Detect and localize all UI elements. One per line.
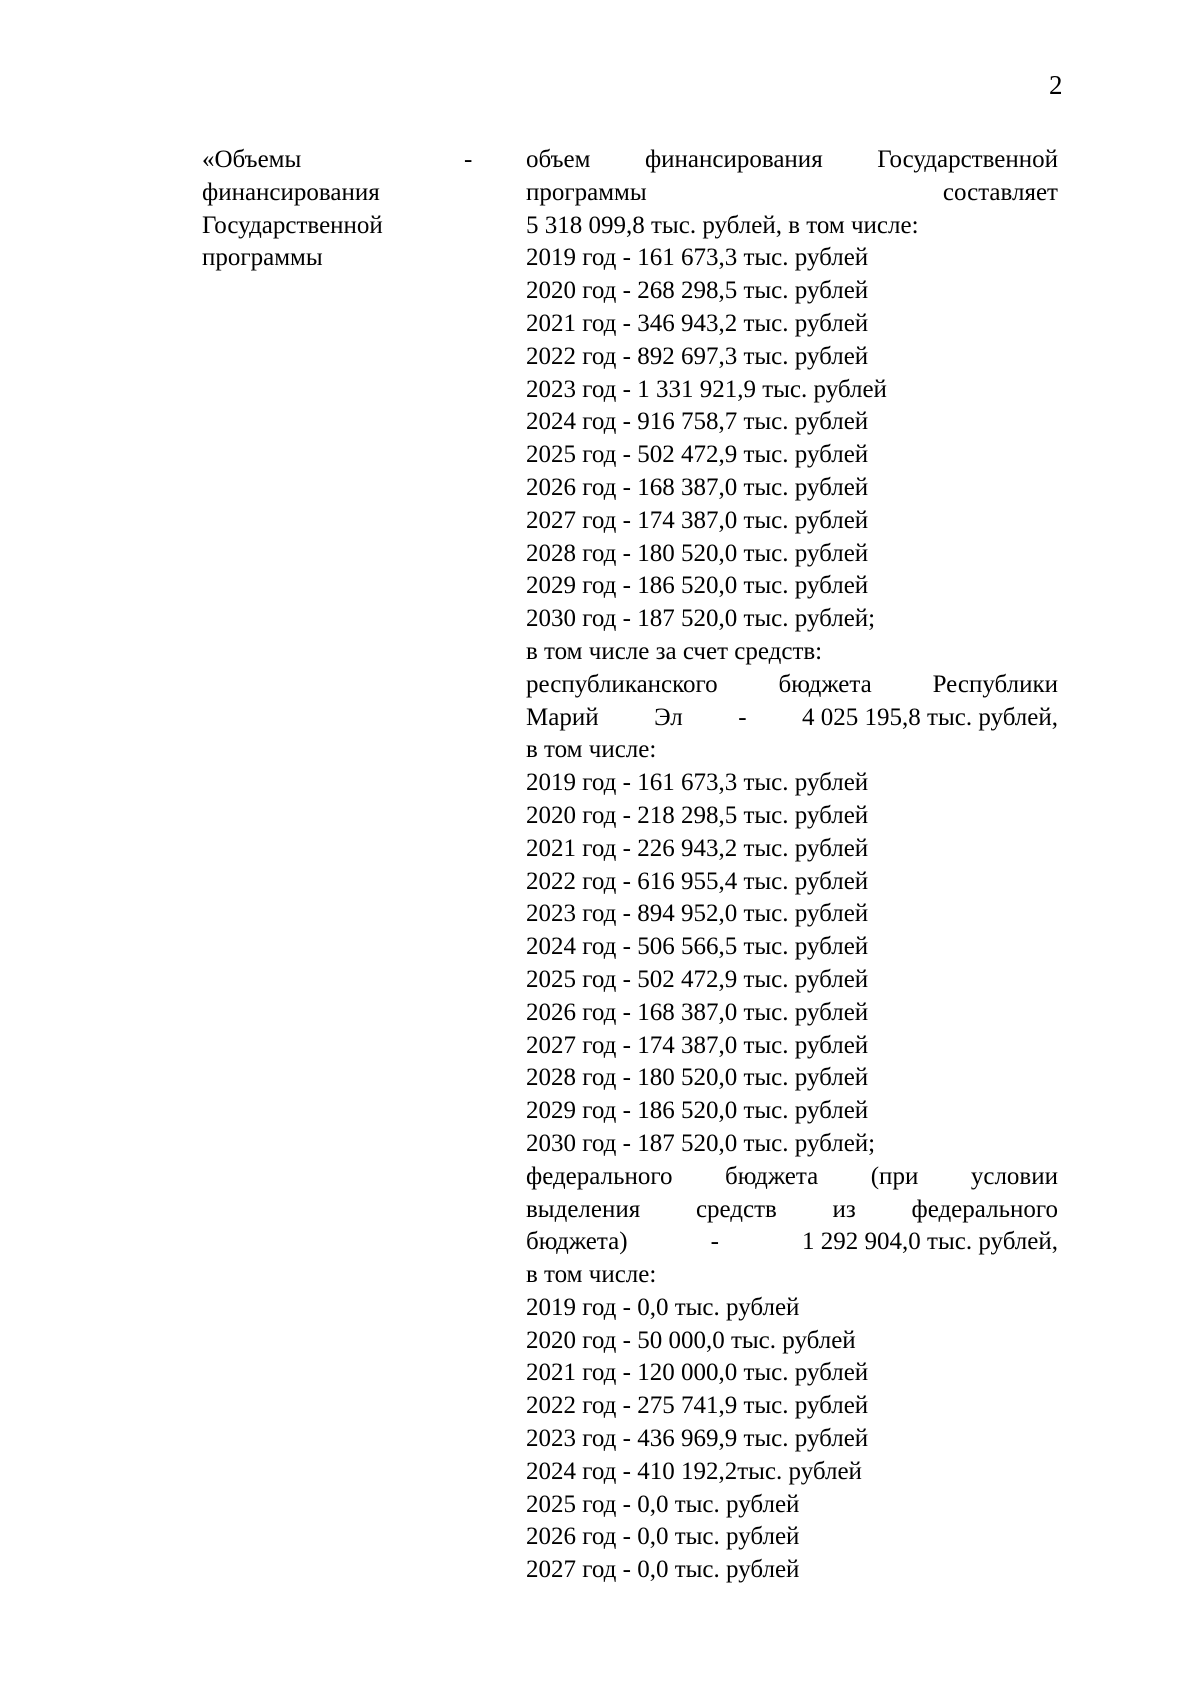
section-label	[202, 144, 432, 275]
word: -	[710, 1228, 719, 1256]
word: Марий	[526, 703, 599, 731]
word: -	[738, 703, 747, 731]
word: средств	[695, 1195, 777, 1223]
sources-intro: в том числе за счет средств:	[526, 637, 823, 665]
year-entry: 2023 год - 436 969,9 тыс. рублей	[526, 1425, 869, 1453]
word: условии	[970, 1162, 1058, 1190]
republic-years-list	[526, 767, 1058, 1161]
federal-line-2	[526, 1194, 1058, 1227]
word: федерального	[526, 1162, 673, 1190]
year-entry: 2021 год - 226 943,2 тыс. рублей	[526, 834, 869, 862]
word: федерального	[911, 1195, 1058, 1223]
year-entry: 2030 год - 187 520,0 тыс. рублей;	[526, 1129, 876, 1157]
total-years-list	[526, 242, 1058, 636]
year-entry: 2028 год - 180 520,0 тыс. рублей	[526, 1064, 869, 1092]
year-entry: 2023 год - 894 952,0 тыс. рублей	[526, 900, 869, 928]
year-entry: 2024 год - 506 566,5 тыс. рублей	[526, 933, 869, 961]
word: бюджета	[725, 1162, 819, 1190]
word: (при	[870, 1162, 919, 1190]
word: бюджета	[778, 670, 872, 698]
word: объем	[526, 146, 591, 173]
year-entry: 2025 год - 502 472,9 тыс. рублей	[526, 965, 869, 993]
word: бюджета)	[526, 1228, 628, 1256]
year-entry: 2025 год - 0,0 тыс. рублей	[526, 1490, 800, 1518]
year-entry: 2019 год - 0,0 тыс. рублей	[526, 1293, 800, 1321]
page-number: 2	[1049, 70, 1063, 100]
federal-line-1	[526, 1161, 1058, 1194]
word: выделения	[526, 1195, 641, 1223]
year-entry: 2030 год - 187 520,0 тыс. рублей;	[526, 605, 876, 633]
word: составляет	[942, 178, 1058, 206]
label-dash: -	[464, 146, 473, 173]
year-entry: 2027 год - 174 387,0 тыс. рублей	[526, 1031, 869, 1059]
republic-line-2	[526, 702, 1058, 735]
year-entry: 2022 год - 275 741,9 тыс. рублей	[526, 1392, 869, 1420]
section-label-line: финансирования	[202, 178, 380, 206]
federal-line-4: в том числе:	[526, 1261, 657, 1289]
federal-line-3	[526, 1226, 1058, 1259]
section-label-line: «Объемы	[202, 146, 302, 173]
word: Эл	[654, 703, 683, 731]
year-entry: 2021 год - 120 000,0 тыс. рублей	[526, 1359, 869, 1387]
year-entry: 2027 год - 174 387,0 тыс. рублей	[526, 506, 869, 534]
word: республиканского	[526, 670, 718, 698]
total-intro-line-2	[526, 177, 1058, 210]
year-entry: 2025 год - 502 472,9 тыс. рублей	[526, 441, 869, 469]
year-entry: 2022 год - 616 955,4 тыс. рублей	[526, 867, 869, 895]
year-entry: 2026 год - 0,0 тыс. рублей	[526, 1523, 800, 1551]
section-label-line: Государственной	[202, 211, 383, 239]
year-entry: 2027 год - 0,0 тыс. рублей	[526, 1556, 800, 1584]
year-entry: 2020 год - 218 298,5 тыс. рублей	[526, 801, 869, 829]
year-entry: 2022 год - 892 697,3 тыс. рублей	[526, 342, 869, 370]
year-entry: 2026 год - 168 387,0 тыс. рублей	[526, 998, 869, 1026]
year-entry: 2020 год - 268 298,5 тыс. рублей	[526, 277, 869, 305]
year-entry: 2024 год - 916 758,7 тыс. рублей	[526, 408, 869, 436]
year-entry: 2029 год - 186 520,0 тыс. рублей	[526, 572, 869, 600]
word: Республики	[932, 670, 1058, 698]
word: Государственной	[877, 146, 1058, 173]
total-amount: 5 318 099,8 тыс. рублей, в том числе:	[526, 211, 919, 239]
word: финансирования	[644, 146, 823, 173]
republic-line-1	[526, 669, 1058, 702]
section-label-line: программы	[202, 244, 323, 272]
year-entry: 2020 год - 50 000,0 тыс. рублей	[526, 1326, 856, 1354]
republic-line-3: в том числе:	[526, 736, 657, 764]
total-intro-line	[526, 144, 1058, 177]
year-entry: 2024 год - 410 192,2тыс. рублей	[526, 1457, 862, 1485]
republic-amount: 4 025 195,8 тыс. рублей,	[802, 703, 1058, 731]
year-entry: 2021 год - 346 943,2 тыс. рублей	[526, 309, 869, 337]
year-entry: 2029 год - 186 520,0 тыс. рублей	[526, 1097, 869, 1125]
federal-amount: 1 292 904,0 тыс. рублей,	[802, 1228, 1058, 1256]
federal-years-list	[526, 1292, 1058, 1587]
year-entry: 2019 год - 161 673,3 тыс. рублей	[526, 244, 869, 272]
year-entry: 2019 год - 161 673,3 тыс. рублей	[526, 769, 869, 797]
word: программы	[526, 178, 647, 206]
year-entry: 2023 год - 1 331 921,9 тыс. рублей	[526, 375, 887, 403]
financing-details	[526, 144, 1058, 1587]
word: из	[832, 1195, 856, 1223]
year-entry: 2028 год - 180 520,0 тыс. рублей	[526, 539, 869, 567]
year-entry: 2026 год - 168 387,0 тыс. рублей	[526, 473, 869, 501]
